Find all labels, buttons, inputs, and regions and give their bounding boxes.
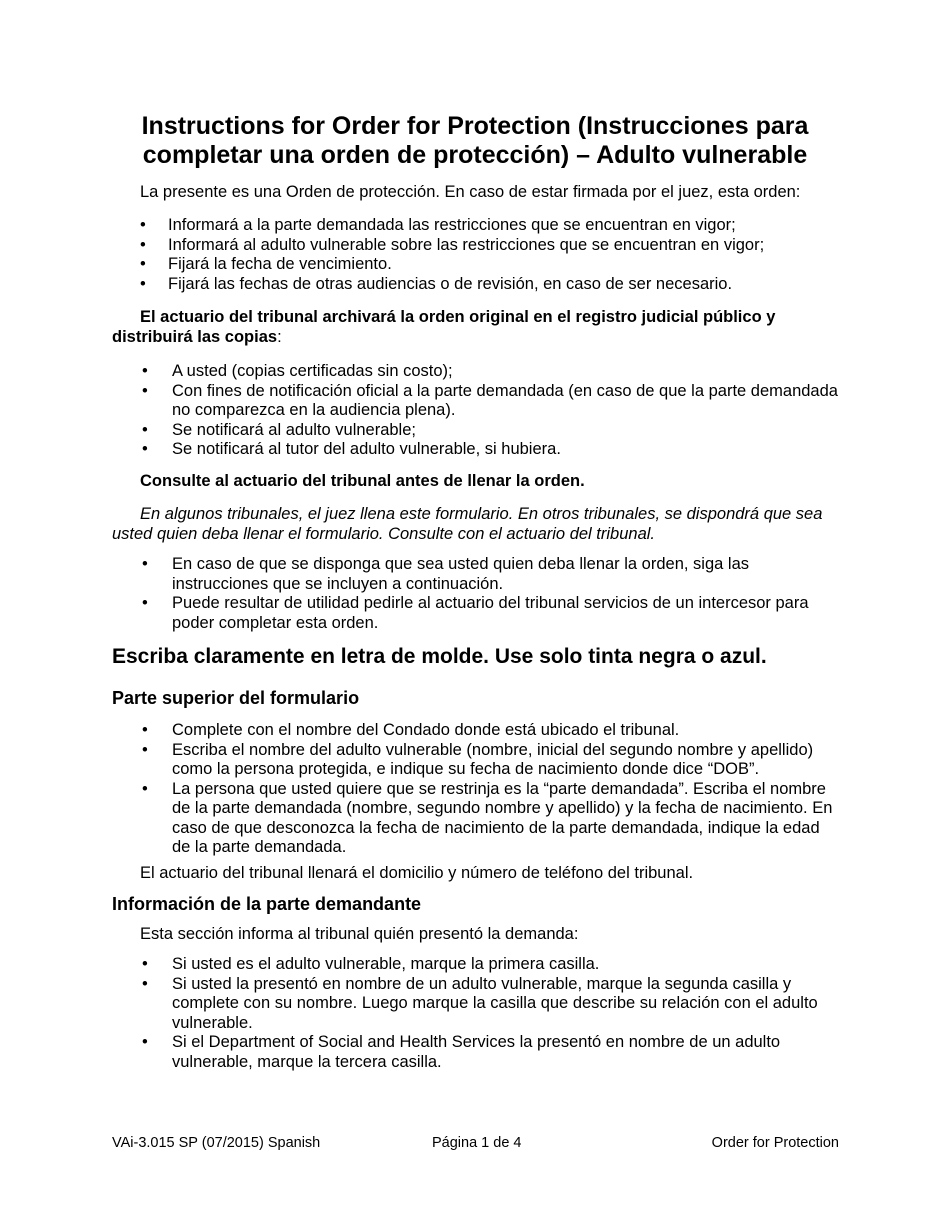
list-item: • Con fines de notificación oficial a la parte demandada (en caso de que la parte demandada no comparezca en la audiencia plena). xyxy=(112,382,842,421)
list-item: • Fijará las fechas de otras audiencias o de revisión, en caso de ser necesario. xyxy=(112,275,842,295)
consult-list xyxy=(112,555,842,633)
list-item: • Escriba el nombre del adulto vulnerable (nombre, inicial del segundo nombre y apellido) como la persona protegida, e indique su fecha de nacimiento donde dice “DOB”. xyxy=(112,741,842,780)
clerk-files-heading-text: El actuario del tribunal archivará la orden original en el registro judicial público y distribuirá las copias xyxy=(112,308,776,346)
footer-page-number: Página 1 de 4 xyxy=(432,1135,522,1151)
title-line-1: Instructions for Order for Protection (Instrucciones para xyxy=(141,112,809,140)
top-section-after-block xyxy=(112,864,842,884)
top-section-heading: Parte superior del formulario xyxy=(112,688,360,708)
list-item: • Se notificará al tutor del adulto vulnerable, si hubiera. xyxy=(112,440,842,460)
intro-section xyxy=(112,183,842,203)
list-item: • Si usted es el adulto vulnerable, marque la primera casilla. xyxy=(112,955,842,975)
page-title xyxy=(100,112,850,170)
list-item: • Si usted la presentó en nombre de un adulto vulnerable, marque la segunda casilla y complete con su nombre. Luego marque la casilla que describe su relación con el adulto vulnerable. xyxy=(112,975,842,1034)
petitioner-intro: Esta sección informa al tribunal quién presentó la demanda: xyxy=(140,925,579,943)
list-item: • La persona que usted quiere que se restrinja es la “parte demandada”. Escriba el nombre de la parte demandada (nombre, segundo nombre y apellido) y la fecha de nacimiento. En caso de que desconozca la fecha de nacimiento de la parte demandada, indique la edad de la parte demandada. xyxy=(112,780,842,858)
petitioner-heading: Información de la parte demandante xyxy=(112,894,422,914)
top-section-after: El actuario del tribunal llenará el domicilio y número de teléfono del tribunal. xyxy=(140,864,694,882)
petitioner-list xyxy=(112,955,842,1072)
petitioner-intro-block xyxy=(112,925,842,945)
list-item: • Informará a la parte demandada las restricciones que se encuentran en vigor; xyxy=(112,216,842,236)
list-item: • Informará al adulto vulnerable sobre las restricciones que se encuentran en vigor; xyxy=(112,236,842,256)
intro-paragraph: La presente es una Orden de protección. En caso de estar firmada por el juez, esta orden: xyxy=(140,183,801,201)
clerk-files-list xyxy=(112,362,842,460)
footer-form-id: VAi-3.015 SP (07/2015) Spanish xyxy=(112,1135,321,1151)
consult-heading: Consulte al actuario del tribunal antes de llenar la orden. xyxy=(140,472,585,490)
consult-section xyxy=(112,472,842,492)
consult-note-block xyxy=(112,505,842,544)
clerk-files-heading xyxy=(112,308,842,347)
list-item: • Si el Department of Social and Health Services la presentó en nombre de un adulto vulnerable, marque la tercera casilla. xyxy=(112,1033,842,1072)
clerk-files-colon: : xyxy=(277,327,282,346)
list-item: • Se notificará al adulto vulnerable; xyxy=(112,421,842,441)
list-item: • A usted (copias certificadas sin costo); xyxy=(112,362,842,382)
list-item: • Fijará la fecha de vencimiento. xyxy=(112,255,842,275)
print-notice: Escriba claramente en letra de molde. Use solo tinta negra o azul. xyxy=(112,645,767,668)
top-section-list xyxy=(112,721,842,858)
clerk-files-section xyxy=(112,308,842,347)
consult-note: En algunos tribunales, el juez llena este formulario. En otros tribunales, se dispondrá que sea usted quien deba llenar el formulario. Consulte con el actuario del tribunal. xyxy=(112,505,823,543)
list-item: • En caso de que se disponga que sea usted quien deba llenar la orden, siga las instrucciones que se incluyen a continuación. xyxy=(112,555,842,594)
order-effects-list xyxy=(112,216,842,294)
list-item: • Complete con el nombre del Condado donde está ubicado el tribunal. xyxy=(112,721,842,741)
title-line-2: completar una orden de protección) – Adulto vulnerable xyxy=(142,141,808,169)
footer-form-name: Order for Protection xyxy=(711,1135,839,1151)
list-item: • Puede resultar de utilidad pedirle al actuario del tribunal servicios de un intercesor para poder completar esta orden. xyxy=(112,594,842,633)
